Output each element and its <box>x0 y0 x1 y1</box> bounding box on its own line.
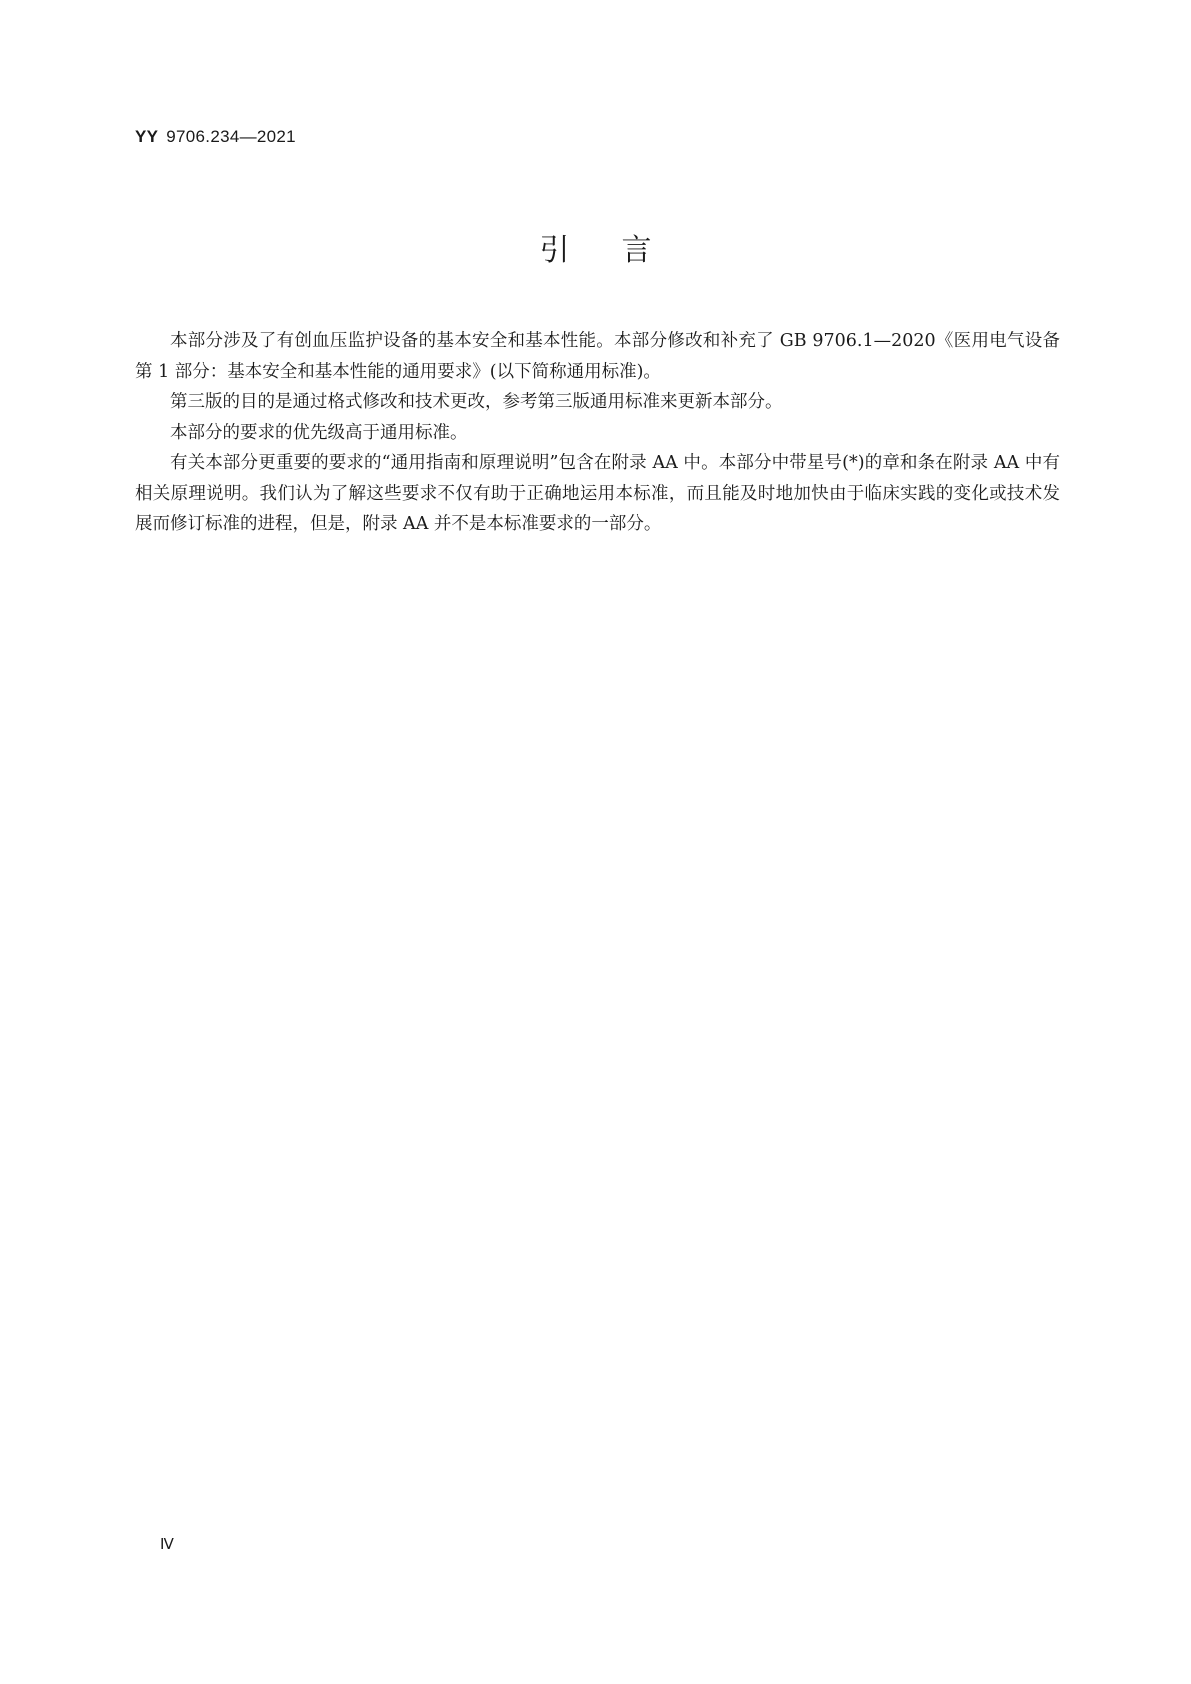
paragraph-priority: 本部分的要求的优先级高于通用标准。 <box>170 422 468 443</box>
document-header <box>135 127 296 147</box>
section-title: 引言 <box>539 233 704 268</box>
paragraph-annex-note: 有关本部分更重要的要求的“通用指南和原理说明”包含在附录 AA 中。本部分中带星号(*)的章和条在附录 AA 中有相关原理说明。我们认为了解这些要求不仅有助于正确地运用本标准，而且能及时地加快由于临床实践的变化或技术发展而修订标准的进程，但是，附录 AA 并不是本标准要求的一部分。 <box>135 453 1060 534</box>
paragraph-purpose: 第三版的目的是通过格式修改和技术更改，参考第三版通用标准来更新本部分。 <box>170 392 783 412</box>
page-number: Ⅳ <box>160 1537 174 1553</box>
standard-number: 9706.234—2021 <box>166 127 296 146</box>
paragraph-scope: 本部分涉及了有创血压监护设备的基本安全和基本性能。本部分修改和补充了 GB 9706.1—2020《医用电气设备 第 1 部分：基本安全和基本性能的通用要求》(以下简称通用标准)。 <box>135 331 1078 382</box>
introduction-body <box>135 326 1078 540</box>
standard-prefix: YY <box>135 127 159 146</box>
